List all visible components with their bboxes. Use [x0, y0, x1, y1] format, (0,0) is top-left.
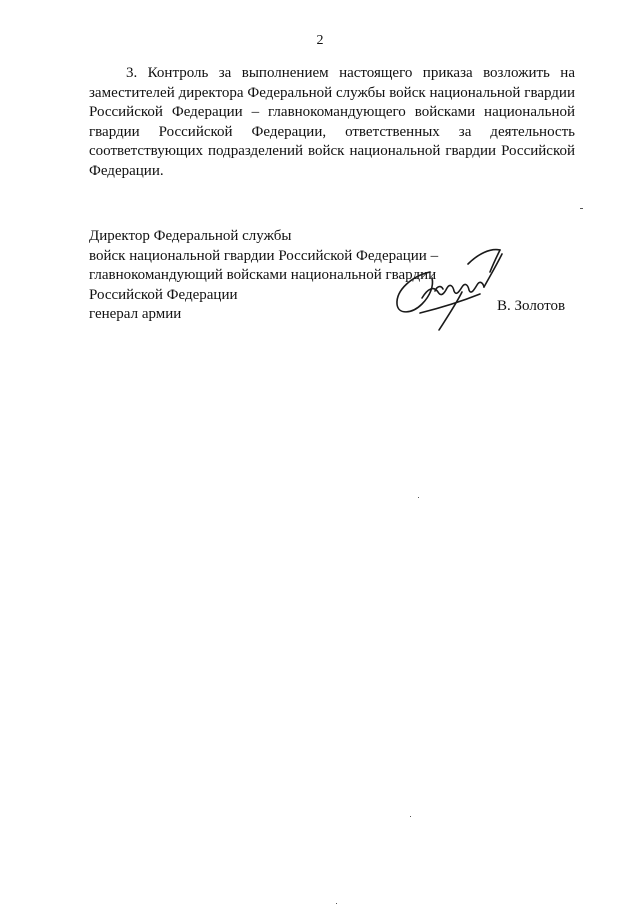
order-paragraph-3: 3. Контроль за выполнением настоящего приказа возложить на заместителей директора Федеральной службы войск национальной гвардии Российской Федерации – главнокомандующего войсками национальной гвардии Российской Федерации, ответственных за деятельность соответствующих подразделений войск национальной гвардии Российской Федерации.	[89, 65, 575, 179]
scan-speck	[580, 208, 583, 209]
signature-block	[89, 227, 438, 325]
scan-speck	[336, 903, 337, 904]
signer-name: В. Золотов	[497, 298, 566, 314]
scan-speck	[418, 497, 419, 498]
signer-title-line-3: главнокомандующий войсками национальной гвардии	[89, 267, 437, 283]
scan-speck	[410, 816, 411, 817]
page-number: 2	[316, 33, 324, 48]
signer-rank: генерал армии	[89, 306, 182, 322]
signer-title-line-4: Российской Федерации	[89, 286, 238, 303]
signer-title-line-2: войск национальной гвардии Российской Федерации –	[89, 247, 439, 264]
signer-title-line-1: Директор Федеральной службы	[89, 228, 292, 244]
handwritten-signature-icon	[390, 242, 508, 334]
